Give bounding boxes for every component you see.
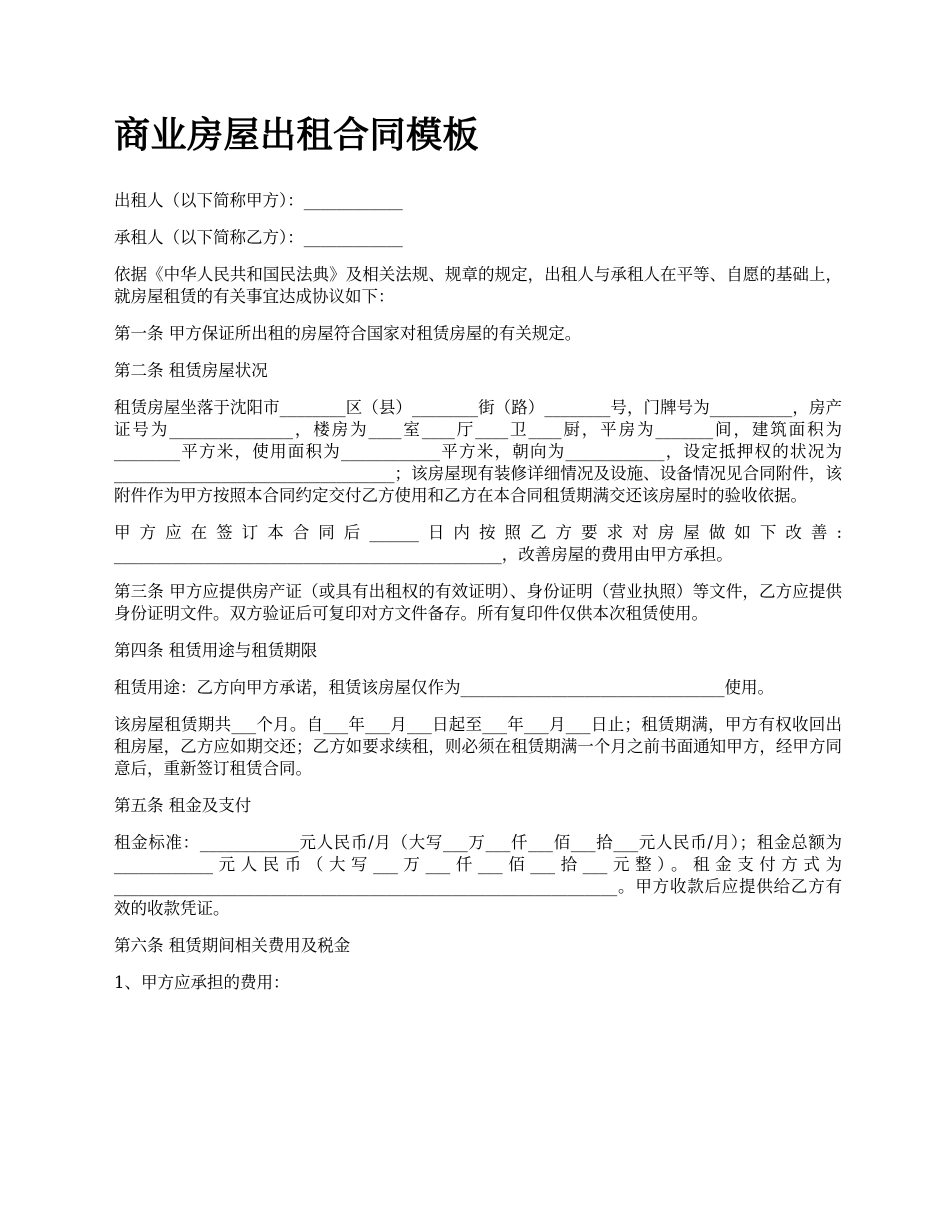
article-3: 第三条 甲方应提供房产证（或具有出租权的有效证明）、身份证明（营业执照）等文件，乙方应提供身份证明文件。双方验证后可复印对方文件备存。所有复印件仅供本次租赁使用。 bbox=[114, 582, 842, 623]
article-5-heading: 第五条 租金及支付 bbox=[114, 796, 252, 815]
preamble-paragraph: 依据《中华人民共和国民法典》及相关法规、规章的规定，出租人与承租人在平等、自愿的基础上，就房屋租赁的有关事宜达成协议如下： bbox=[114, 265, 842, 306]
document-title: 商业房屋出租合同模板 bbox=[114, 115, 480, 156]
lessee-line: 承租人（以下简称乙方）：____________ bbox=[114, 228, 403, 247]
property-details-paragraph: 租赁房屋坐落于沈阳市________区（县）________街（路）________号，门牌号为__________，房产证号为_______________，楼房为____室____厅____卫____厨，平房为_______间，建筑面积为________平方米，使用面积为____________平方米，朝向为____________，设定抵押权的状况为__________________________________；该房屋现有装修详细情况及设施、设备情况见合同附件，该附件作为甲方按照本合同约定交付乙方使用和乙方在本合同租赁期满交还该房屋时的验收依据。 bbox=[114, 398, 842, 505]
document-page bbox=[114, 110, 842, 1009]
article-4-heading: 第四条 租赁用途与租赁期限 bbox=[114, 641, 318, 660]
lessor-costs-item: 1、甲方应承担的费用： bbox=[114, 973, 290, 992]
rent-paragraph: 租金标准：____________元人民币/月（大写___万___仟___佰___拾___元人民币/月）；租金总额为____________元人民币（大写___万___仟___佰___拾___元整）。租金支付方式为_____________________________________________________________。甲方收款后应提供给乙方有效的收款凭证。 bbox=[114, 833, 842, 918]
article-1: 第一条 甲方保证所出租的房屋符合国家对租赁房屋的有关规定。 bbox=[114, 324, 582, 343]
lease-purpose-paragraph: 租赁用途：乙方向甲方承诺，租赁该房屋仅作为________________________________使用。 bbox=[114, 678, 774, 697]
article-2-heading: 第二条 租赁房屋状况 bbox=[114, 361, 268, 380]
lessor-line: 出租人（以下简称甲方）：____________ bbox=[114, 191, 403, 210]
lease-term-paragraph: 该房屋租赁期共___个月。自___年___月___日起至___年___月___日止；租赁期满，甲方有权收回出租房屋，乙方应如期交还；乙方如要求续租，则必须在租赁期满一个月之前书面通知甲方，经甲方同意后，重新签订租赁合同。 bbox=[114, 715, 842, 778]
article-6-heading: 第六条 租赁期间相关费用及税金 bbox=[114, 936, 351, 955]
improvements-paragraph: 甲方应在签订本合同后______日内按照乙方要求对房屋做如下改善: _______________________________________________，改善房屋的费用由甲方承担。 bbox=[114, 523, 842, 564]
